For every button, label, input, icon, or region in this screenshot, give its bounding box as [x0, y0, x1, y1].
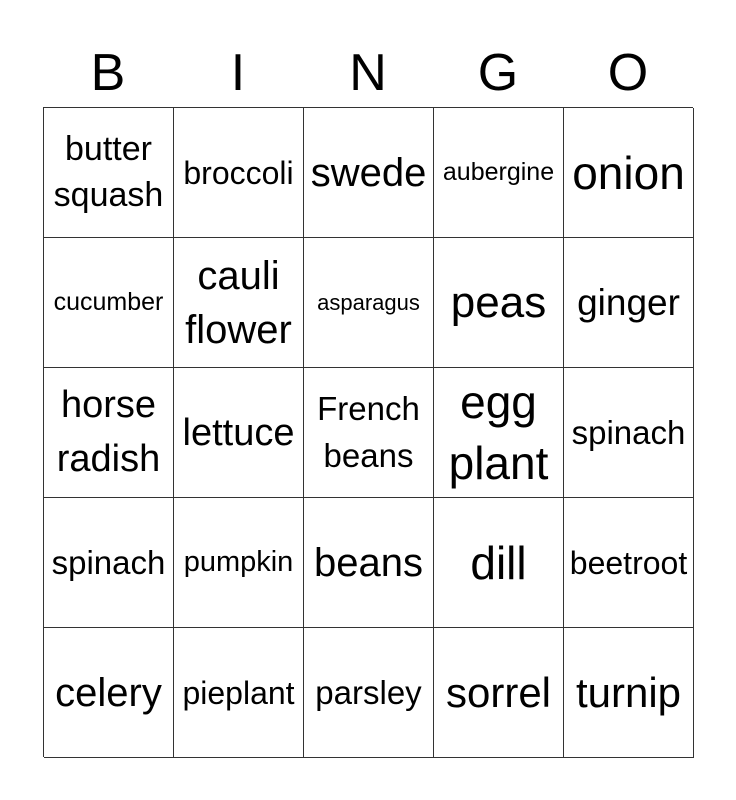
bingo-cell: turnip	[564, 628, 694, 758]
bingo-cell: egg plant	[434, 368, 564, 498]
header-letter-g: G	[477, 44, 519, 102]
bingo-cell: beans	[304, 498, 434, 628]
bingo-cell: pieplant	[174, 628, 304, 758]
bingo-cell: cauli flower	[174, 238, 304, 368]
bingo-cell: lettuce	[174, 368, 304, 498]
bingo-cell: broccoli	[174, 108, 304, 238]
bingo-cell: peas	[434, 238, 564, 368]
bingo-cell: beetroot	[564, 498, 694, 628]
bingo-cell: spinach	[44, 498, 174, 628]
bingo-cell: sorrel	[434, 628, 564, 758]
bingo-cell: butter squash	[44, 108, 174, 238]
bingo-cell: onion	[564, 108, 694, 238]
bingo-cell: celery	[44, 628, 174, 758]
bingo-cell: ginger	[564, 238, 694, 368]
header-letter-n: N	[349, 44, 387, 102]
bingo-board	[43, 107, 693, 757]
bingo-cell: horse radish	[44, 368, 174, 498]
bingo-cell: parsley	[304, 628, 434, 758]
bingo-cell: dill	[434, 498, 564, 628]
header-letter-o: O	[607, 44, 649, 102]
header-letter-i: I	[230, 44, 246, 102]
bingo-cell: spinach	[564, 368, 694, 498]
bingo-header	[43, 38, 693, 108]
header-letter-b: B	[90, 44, 126, 102]
bingo-cell: swede	[304, 108, 434, 238]
bingo-cell: pumpkin	[174, 498, 304, 628]
bingo-cell: French beans	[304, 368, 434, 498]
bingo-cell: cucumber	[44, 238, 174, 368]
bingo-cell: asparagus	[304, 238, 434, 368]
bingo-cell: aubergine	[434, 108, 564, 238]
